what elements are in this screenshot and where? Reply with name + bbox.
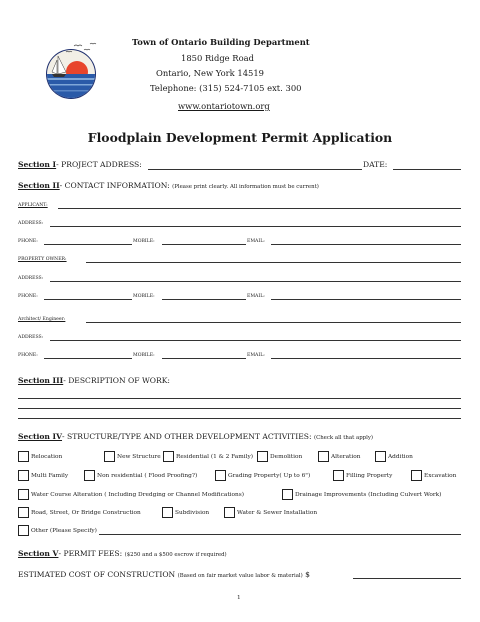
permit-fees-heading: PERMIT FEES: (63, 549, 123, 558)
owner-phone-field[interactable] (44, 299, 132, 300)
architect-phone-field[interactable] (44, 358, 132, 359)
owner-phone-label: PHONE: (18, 294, 38, 299)
town-logo (44, 40, 102, 102)
description-line-3[interactable] (18, 418, 461, 419)
other-specify-field[interactable] (99, 534, 461, 535)
date-field[interactable] (393, 169, 461, 170)
checkbox-residential[interactable] (163, 451, 174, 462)
structure-note: (Check all that apply) (313, 435, 373, 441)
applicant-email-field[interactable] (271, 244, 461, 245)
option-drainage-label: Drainage Improvements (Including Culvert Work) (295, 492, 442, 498)
option-relocation-label: Relocation (31, 454, 63, 460)
estimated-cost-label: ESTIMATED COST OF CONSTRUCTION (18, 570, 176, 579)
property-owner-label: PROPERTY OWNER: (18, 257, 67, 262)
option-subdivision-label: Subdivision (175, 510, 210, 516)
option-road-label: Road, Street, Or Bridge Construction (31, 510, 141, 516)
section-4-dash: - (62, 432, 65, 441)
section-1-dash: - (56, 160, 59, 169)
page-title: Floodplain Development Permit Application (87, 130, 393, 145)
applicant-address-field[interactable] (50, 226, 461, 227)
address-line-2: Ontario, New York 14519 (156, 68, 265, 78)
checkbox-other[interactable] (18, 525, 29, 536)
section-2-dash: - (59, 181, 63, 190)
section-4-row (18, 432, 373, 441)
website-link[interactable]: www.ontariotown.org (178, 101, 270, 111)
checkbox-addition[interactable] (375, 451, 386, 462)
section-2-label: Section II (18, 181, 60, 190)
checkbox-multi-family[interactable] (18, 470, 29, 481)
option-other-label: Other (Please Specify) (31, 528, 97, 534)
owner-mobile-label: MOBILE: (133, 294, 155, 299)
architect-email-label: EMAIL: (247, 353, 265, 358)
applicant-address-label: ADDRESS: (18, 221, 44, 226)
contact-info-note: (Please print clearly. All information must be current) (172, 184, 319, 190)
option-demolition-label: Demolition (270, 454, 303, 460)
option-excavation-label: Excavation (424, 473, 457, 479)
option-multi-family-label: Multi Family (31, 473, 69, 479)
option-filling-label: Filling Property (346, 473, 393, 479)
property-owner-field[interactable] (86, 262, 461, 263)
description-heading: DESCRIPTION OF WORK: (68, 376, 170, 385)
option-alteration-label: Alteration (331, 454, 361, 460)
checkbox-relocation[interactable] (18, 451, 29, 462)
estimated-cost-row (18, 570, 310, 579)
checkbox-water-course[interactable] (18, 489, 29, 500)
section-5-label: Section V (18, 549, 59, 558)
architect-email-field[interactable] (271, 358, 461, 359)
date-label: DATE: (363, 160, 388, 169)
checkbox-grading[interactable] (215, 470, 226, 481)
option-non-residential-label: Non residential ( Flood Proofing?) (97, 473, 198, 479)
option-water-course-label: Water Course Alteration ( Including Dredging or Channel Modifications) (31, 492, 244, 498)
owner-email-label: EMAIL: (247, 294, 265, 299)
owner-mobile-field[interactable] (162, 299, 246, 300)
checkbox-road[interactable] (18, 507, 29, 518)
applicant-phone-field[interactable] (44, 244, 132, 245)
checkbox-alteration[interactable] (318, 451, 329, 462)
applicant-field[interactable] (58, 208, 461, 209)
checkbox-new-structure[interactable] (104, 451, 115, 462)
permit-fees-note: ($250 and a $500 escrow if required) (124, 552, 227, 558)
section-1-row (18, 160, 142, 169)
department-name: Town of Ontario Building Department (132, 37, 310, 47)
section-2-row (18, 181, 319, 190)
option-residential-label: Residential (1 & 2 Family) (176, 454, 253, 460)
checkbox-drainage[interactable] (282, 489, 293, 500)
owner-address-label: ADDRESS: (18, 276, 44, 281)
option-new-structure-label: New Structure (117, 454, 161, 460)
checkbox-filling[interactable] (333, 470, 344, 481)
structure-heading: STRUCTURE/TYPE AND OTHER DEVELOPMENT ACTIVITIES: (67, 432, 312, 441)
applicant-email-label: EMAIL: (247, 239, 265, 244)
checkbox-water-sewer[interactable] (224, 507, 235, 518)
architect-field[interactable] (86, 322, 461, 323)
option-grading-label: Grading Property( Up to 6") (228, 473, 311, 479)
architect-address-label: ADDRESS: (18, 335, 44, 340)
section-3-label: Section III (18, 376, 64, 385)
section-1-label: Section I (18, 160, 57, 169)
project-address-field[interactable] (148, 169, 362, 170)
telephone: Telephone: (315) 524-7105 ext. 300 (150, 83, 302, 93)
architect-address-field[interactable] (50, 340, 461, 341)
section-5-row (18, 549, 227, 558)
contact-info-heading: CONTACT INFORMATION: (64, 181, 170, 190)
applicant-label: APPLICANT: (18, 203, 48, 208)
applicant-mobile-field[interactable] (162, 244, 246, 245)
applicant-phone-label: PHONE: (18, 239, 38, 244)
address-line-1: 1850 Ridge Road (181, 53, 255, 63)
project-address-label: PROJECT ADDRESS: (61, 160, 142, 169)
architect-label: Architect/ Engineer: (18, 317, 66, 322)
checkbox-subdivision[interactable] (162, 507, 173, 518)
checkbox-demolition[interactable] (257, 451, 268, 462)
architect-mobile-label: MOBILE: (133, 353, 155, 358)
option-water-sewer-label: Water & Sewer Installation (237, 510, 318, 516)
description-line-2[interactable] (18, 408, 461, 409)
checkbox-excavation[interactable] (411, 470, 422, 481)
architect-mobile-field[interactable] (162, 358, 246, 359)
section-3-dash: - (63, 376, 66, 385)
dollar-sign: $ (305, 570, 311, 579)
section-3-row (18, 376, 170, 385)
owner-email-field[interactable] (271, 299, 461, 300)
section-5-dash: - (58, 549, 62, 558)
section-4-label: Section IV (18, 432, 63, 441)
page-number: 1 (237, 595, 241, 601)
description-line-1[interactable] (18, 398, 461, 399)
owner-address-field[interactable] (50, 281, 461, 282)
applicant-mobile-label: MOBILE: (133, 239, 155, 244)
architect-phone-label: PHONE: (18, 353, 38, 358)
estimated-cost-field[interactable] (353, 578, 461, 579)
estimated-cost-note: (Based on fair market value labor & material) (177, 573, 303, 579)
checkbox-non-residential[interactable] (84, 470, 95, 481)
option-addition-label: Addition (388, 454, 413, 460)
